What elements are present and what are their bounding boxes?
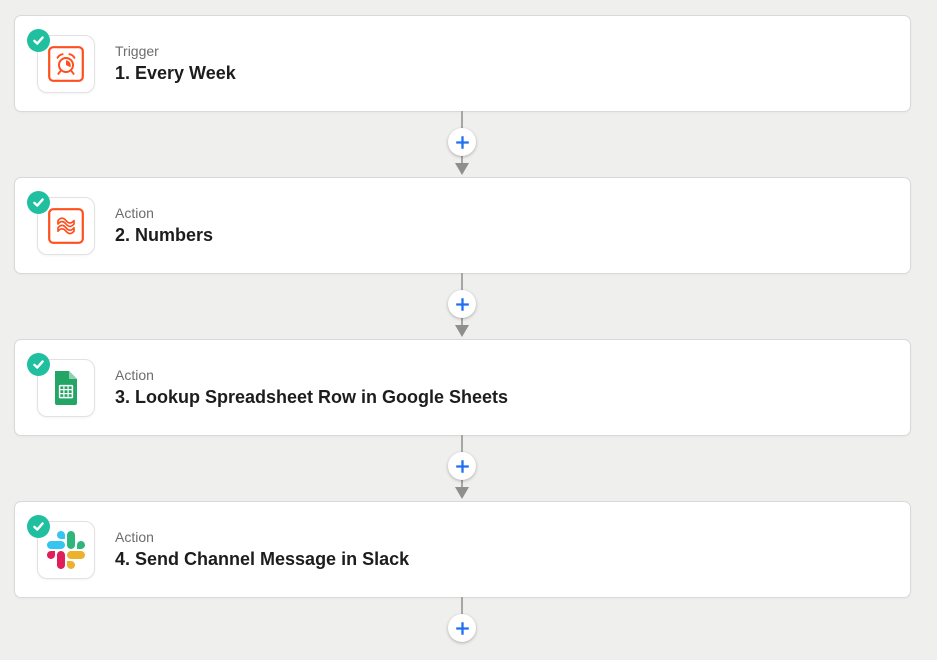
step-card-1[interactable] [14,15,911,112]
step-title: 4. Send Channel Message in Slack [115,548,410,569]
alarm-clock-icon [46,44,86,84]
step-card-2[interactable] [14,177,911,274]
add-step-button[interactable] [448,452,476,480]
check-badge-icon [27,191,50,214]
step-card-3[interactable] [14,339,911,436]
connector-arrow-icon [455,487,469,499]
step-type-label: Action [115,204,154,221]
connector-arrow-icon [455,325,469,337]
connector-arrow-icon [455,163,469,175]
step-type-label: Action [115,366,154,383]
plus-icon [455,135,470,150]
plus-icon [455,621,470,636]
check-badge-icon [27,29,50,52]
connector-line [461,597,463,614]
check-badge-icon [27,515,50,538]
plus-icon [455,459,470,474]
add-step-button[interactable] [448,614,476,642]
slack-icon [47,531,85,569]
google-sheets-icon [46,368,86,408]
step-card-4[interactable] [14,501,911,598]
step-type-label: Trigger [115,42,159,59]
step-type-label: Action [115,528,154,545]
add-step-button[interactable] [448,290,476,318]
add-step-button[interactable] [448,128,476,156]
step-title: 2. Numbers [115,224,214,245]
formatter-waves-icon [46,206,86,246]
check-badge-icon [27,353,50,376]
plus-icon [455,297,470,312]
step-title: 1. Every Week [115,62,236,83]
step-title: 3. Lookup Spreadsheet Row in Google Sheets [115,386,509,407]
